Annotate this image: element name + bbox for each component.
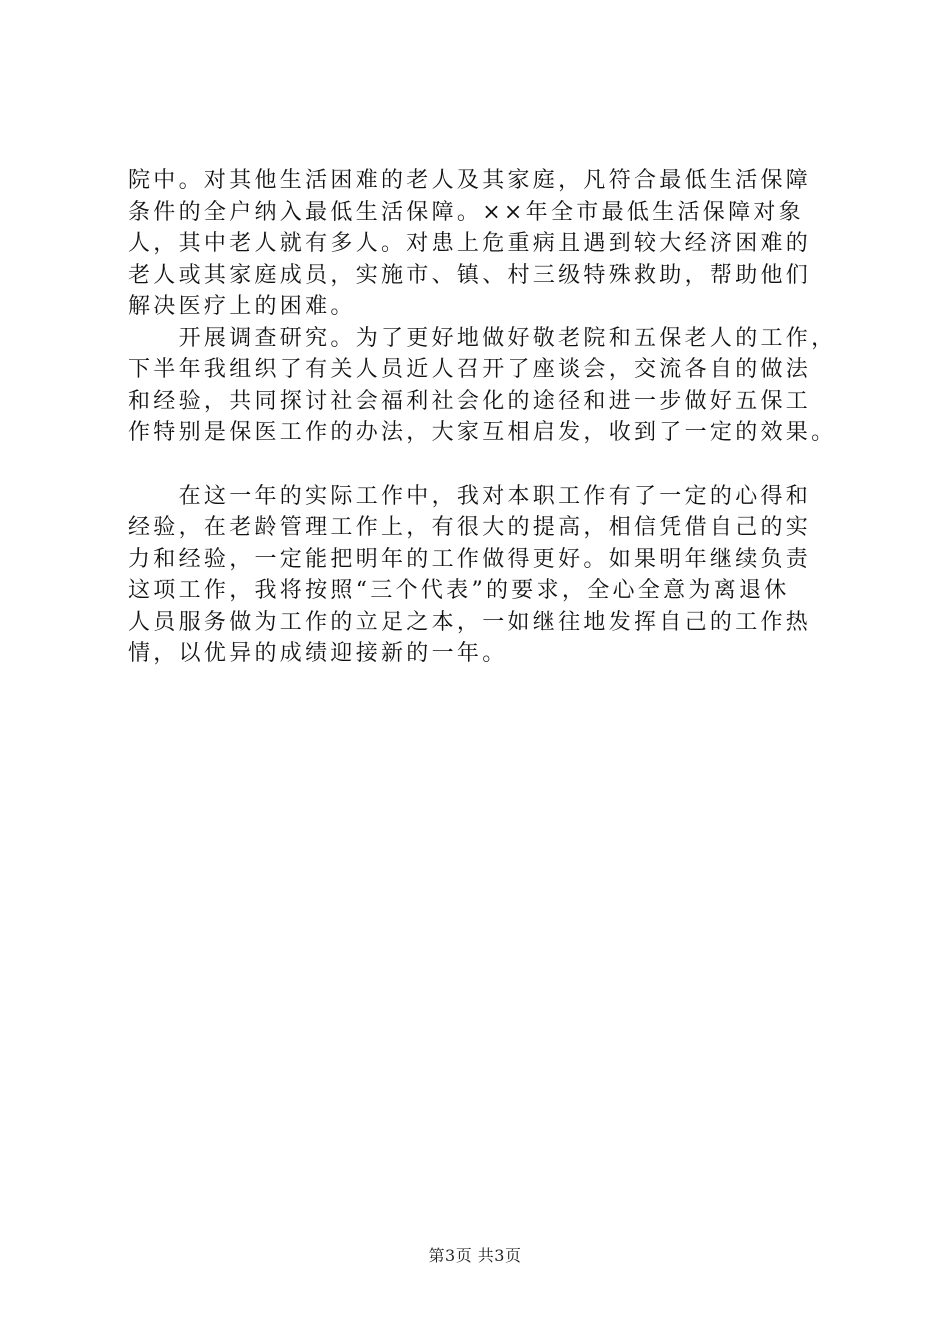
text-line: 条件的全户纳入最低生活保障。××年全市最低生活保障对象 bbox=[128, 199, 804, 225]
paragraph bbox=[128, 323, 848, 449]
text-line: 下半年我组织了有关人员近人召开了座谈会，交流各自的做法 bbox=[128, 357, 812, 382]
text-line: 这项工作，我将按照“三个代表”的要求，全心全意为离退休 bbox=[128, 578, 790, 603]
text-line: 经验，在老龄管理工作上，有很大的提高，相信凭借自己的实 bbox=[128, 515, 812, 540]
text-line: 力和经验，一定能把明年的工作做得更好。如果明年继续负责 bbox=[128, 546, 812, 572]
document-body bbox=[128, 165, 848, 670]
paragraph bbox=[128, 165, 848, 323]
text-line: 作特别是保医工作的办法，大家互相启发，收到了一定的效果。 bbox=[128, 420, 837, 445]
text-line: 老人或其家庭成员，实施市、镇、村三级特殊救助，帮助他们 bbox=[128, 262, 812, 288]
text-line: 院中。对其他生活困难的老人及其家庭，凡符合最低生活保障 bbox=[128, 168, 812, 193]
text-line: 在这一年的实际工作中，我对本职工作有了一定的心得和 bbox=[128, 483, 812, 509]
paragraph bbox=[128, 481, 848, 670]
paragraph-spacer bbox=[128, 449, 848, 481]
text-line: 人员服务做为工作的立足之本，一如继往地发挥自己的工作热 bbox=[128, 609, 812, 635]
text-line: 解决医疗上的困难。 bbox=[128, 294, 356, 319]
text-line: 和经验，共同探讨社会福利社会化的途径和进一步做好五保工 bbox=[128, 388, 812, 414]
text-line: 人，其中老人就有多人。对患上危重病且遇到较大经济困难的 bbox=[128, 231, 812, 256]
page-number-footer: 第3页 共3页 bbox=[428, 1246, 522, 1265]
text-line: 开展调查研究。为了更好地做好敬老院和五保老人的工作， bbox=[128, 325, 837, 351]
text-line: 情，以优异的成绩迎接新的一年。 bbox=[128, 641, 508, 666]
